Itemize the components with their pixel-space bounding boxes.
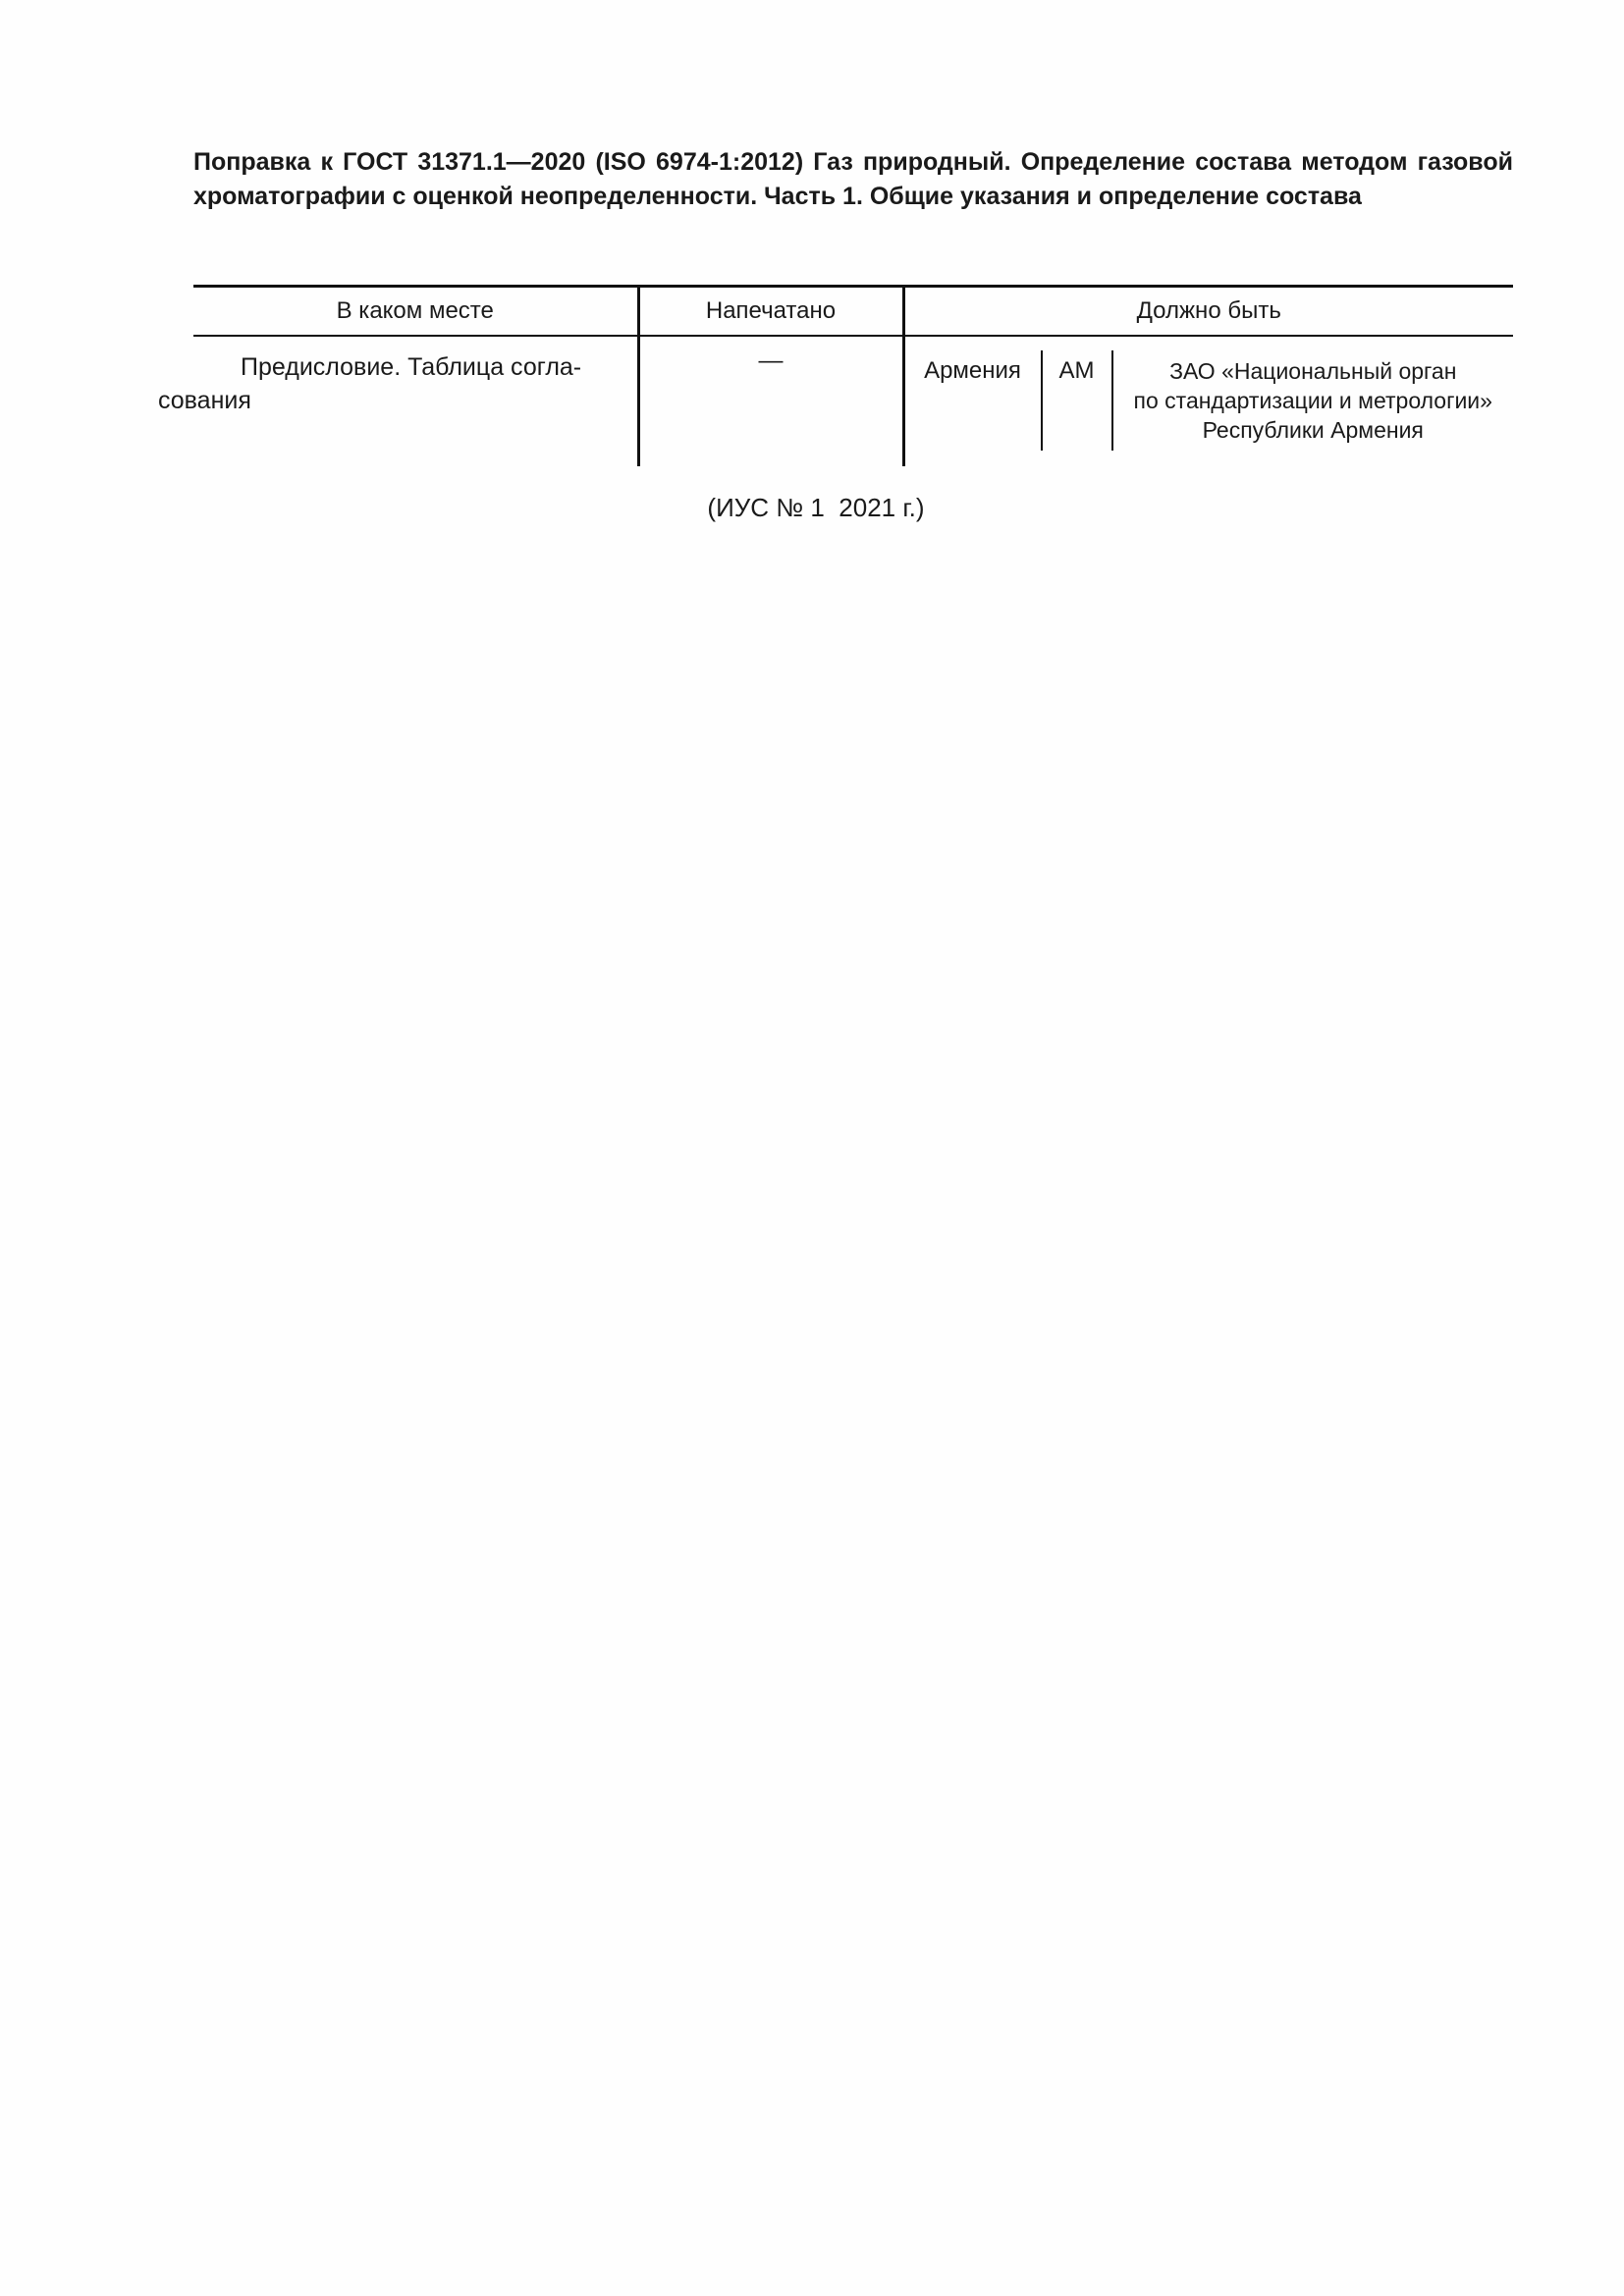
org-line-1: ЗАО «Национальный орган: [1169, 358, 1457, 384]
table-header-row: [193, 287, 1513, 337]
cell-place: [158, 336, 638, 466]
issue-reference: (ИУС № 1 2021 г.): [707, 493, 925, 522]
cell-should-be: [903, 336, 1513, 466]
amendment-table: [158, 285, 1513, 466]
table-row: [193, 336, 1513, 466]
should-be-organization: [1111, 350, 1514, 451]
header-place: В каком месте: [193, 287, 638, 337]
place-line-1: Предисловие. Таблица согла-: [241, 353, 582, 381]
should-be-country-code: AM: [1041, 350, 1111, 451]
cell-printed: [638, 336, 903, 466]
org-line-3: Республики Армения: [1202, 417, 1424, 443]
amendment-title: Поправка к ГОСТ 31371.1—2020 (ISO 6974-1:2012) Газ природный. Определение состава методом газовой хроматографии с оценкой неопределенности. Часть 1. Общие указания и определение состава: [193, 148, 1513, 210]
place-line-2: сования: [158, 387, 251, 414]
org-line-2: по стандартизации и метрологии»: [1133, 388, 1492, 413]
header-should-be: Должно быть: [903, 287, 1513, 337]
printed-value: —: [758, 347, 784, 374]
header-printed: Напечатано: [638, 287, 903, 337]
should-be-country: Армения: [924, 357, 1021, 384]
